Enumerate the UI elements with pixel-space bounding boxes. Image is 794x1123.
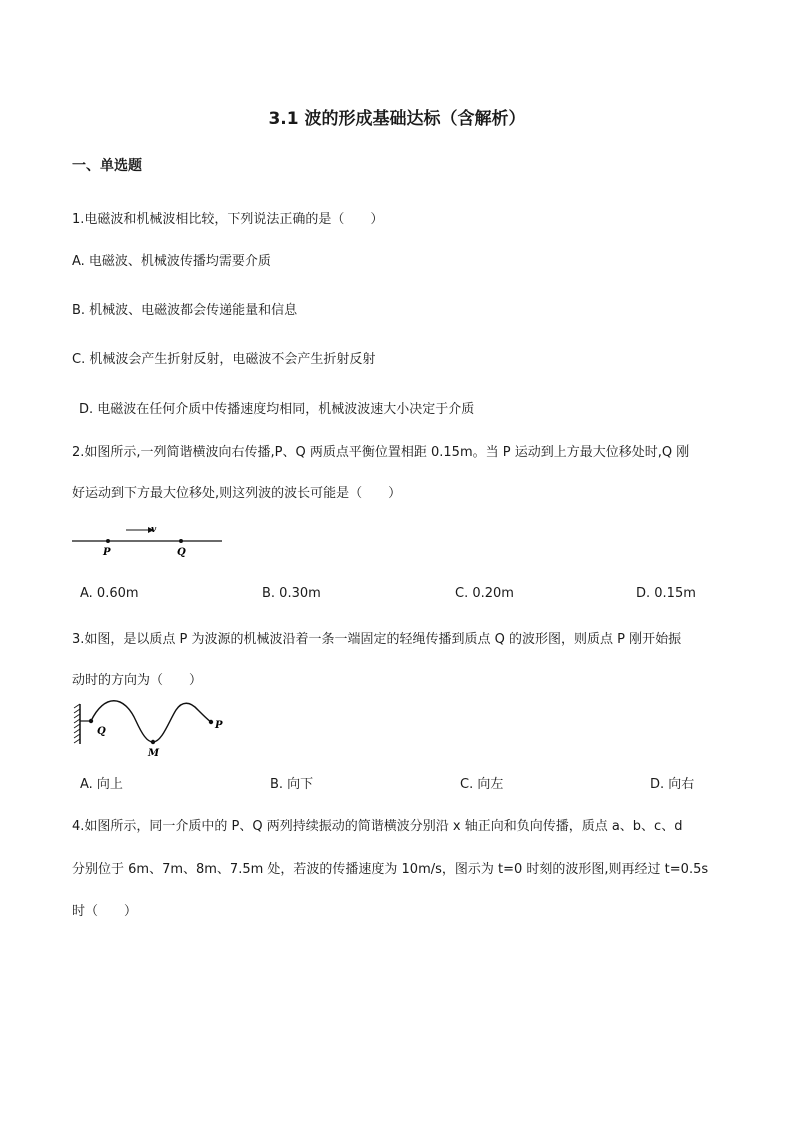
point-p-label: P <box>103 547 111 558</box>
page-title: 3.1 波的形成基础达标（含解析） <box>268 109 526 129</box>
question-4-stem-line-2: 分别位于 6m、7m、8m、7.5m 处，若波的传播速度为 10m/s，图示为 t=0 时刻的波形图,则再经过 t=0.5s <box>72 862 709 877</box>
point-p-label: P <box>215 720 223 731</box>
section-heading: 一、单选题 <box>72 158 142 174</box>
question-3-option-a: A. 向上 <box>80 777 123 792</box>
point-q-dot <box>179 539 183 543</box>
question-1-stem: 1.电磁波和机械波相比较，下列说法正确的是（ ） <box>72 212 384 227</box>
question-2-option-d: D. 0.15m <box>636 586 696 601</box>
question-2-figure <box>72 518 232 564</box>
question-2-option-c: C. 0.20m <box>455 586 514 601</box>
question-2-stem-line-2: 好运动到下方最大位移处,则这列波的波长可能是（ ） <box>72 486 402 501</box>
question-3-option-b: B. 向下 <box>270 777 314 792</box>
question-3-stem-line-2: 动时的方向为（ ） <box>72 673 203 688</box>
question-4-stem-line-3: 时（ ） <box>72 904 138 919</box>
question-1-option-b: B. 机械波、电磁波都会传递能量和信息 <box>72 303 298 318</box>
point-m-dot <box>151 740 155 744</box>
question-1-option-d: D. 电磁波在任何介质中传播速度均相同，机械波波速大小决定于介质 <box>79 402 475 417</box>
wave-curve <box>91 701 211 742</box>
question-3-figure <box>72 698 232 762</box>
point-p-dot <box>106 539 110 543</box>
question-2-option-b: B. 0.30m <box>262 586 321 601</box>
question-4-stem-line-1: 4.如图所示，同一介质中的 P、Q 两列持续振动的简谐横波分别沿 x 轴正向和负向传播，质点 a、b、c、d <box>72 819 683 834</box>
velocity-label: v <box>151 525 157 535</box>
point-q-label: Q <box>177 547 186 558</box>
point-p-dot <box>209 720 213 724</box>
point-m-label: M <box>148 748 160 759</box>
point-q-dot <box>89 719 93 723</box>
question-3-stem-line-1: 3.如图，是以质点 P 为波源的机械波沿着一条一端固定的轻绳传播到质点 Q 的波形图，则质点 P 刚开始振 <box>72 632 682 647</box>
question-3-option-c: C. 向左 <box>460 777 504 792</box>
question-3-option-d: D. 向右 <box>650 777 695 792</box>
question-2-stem-line-1: 2.如图所示,一列简谐横波向右传播,P、Q 两质点平衡位置相距 0.15m。当 P 运动到上方最大位移处时,Q 刚 <box>72 445 690 460</box>
question-1-option-c: C. 机械波会产生折射反射，电磁波不会产生折射反射 <box>72 352 376 367</box>
question-2-option-a: A. 0.60m <box>80 586 139 601</box>
point-q-label: Q <box>97 726 106 737</box>
question-1-option-a: A. 电磁波、机械波传播均需要介质 <box>72 254 271 269</box>
